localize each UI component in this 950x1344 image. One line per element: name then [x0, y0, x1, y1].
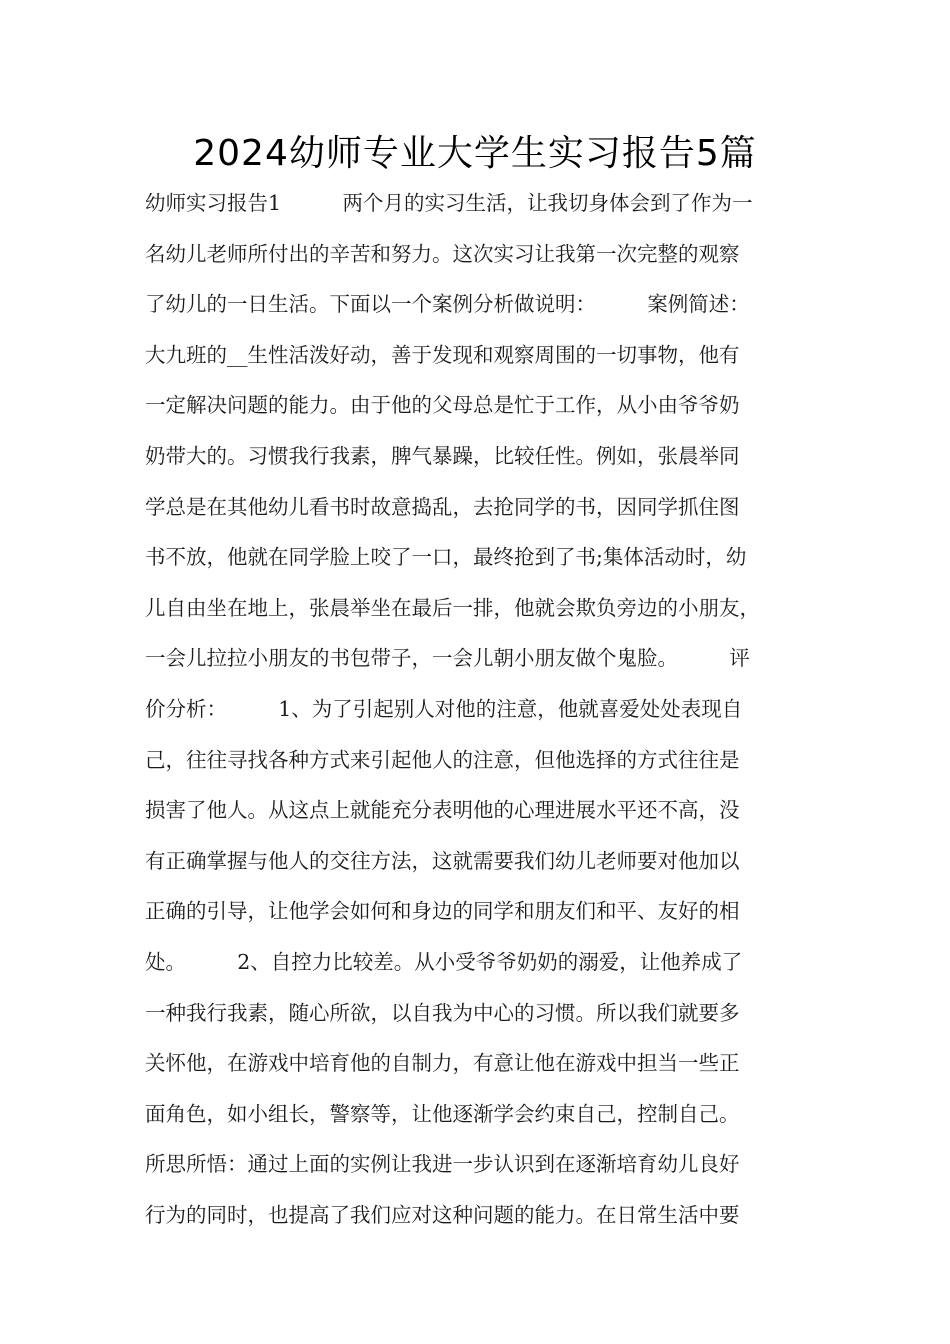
- body-line: 行为的同时，也提高了我们应对这种问题的能力。在日常生活中要: [145, 1202, 740, 1227]
- body-line: 价分析： 1、为了引起别人对他的注意，他就喜爱处处表现自: [145, 696, 743, 721]
- body-line: 书不放，他就在同学脸上咬了一口，最终抢到了书;集体活动时，幼: [145, 545, 747, 570]
- body-line: 学总是在其他幼儿看书时故意捣乱，去抢同学的书，因同学抓住图: [145, 494, 740, 519]
- body-line: 有正确掌握与他人的交往方法，这就需要我们幼儿老师要对他加以: [145, 848, 740, 873]
- body-line: 一定解决问题的能力。由于他的父母总是忙于工作，从小由爷爷奶: [145, 393, 740, 418]
- body-line: 关怀他，在游戏中培育他的自制力，有意让他在游戏中担当一些正: [145, 1051, 740, 1076]
- body-line: 幼师实习报告1 两个月的实习生活，让我切身体会到了作为一: [145, 191, 753, 215]
- body-line: 儿自由坐在地上，张晨举坐在最后一排，他就会欺负旁边的小朋友，: [145, 595, 760, 620]
- body-line: 所思所悟：通过上面的实例让我进一步认识到在逐渐培育幼儿良好: [145, 1152, 740, 1177]
- body-line: 一种我行我素，随心所欲，以自我为中心的习惯。所以我们就要多: [145, 1000, 740, 1025]
- document-body: [145, 178, 815, 1240]
- body-line: 奶带大的。习惯我行我素，脾气暴躁，比较任性。例如，张晨举同: [145, 443, 740, 468]
- body-line: 处。 2、自控力比较差。从小受爷爷奶奶的溺爱，让他养成了: [145, 949, 743, 974]
- document-title: 2024幼师专业大学生实习报告5篇: [193, 133, 757, 174]
- body-line: 了幼儿的一日生活。下面以一个案例分析做说明： 案例简述：: [145, 292, 750, 317]
- body-line: 名幼儿老师所付出的辛苦和努力。这次实习让我第一次完整的观察: [145, 241, 740, 266]
- body-line: 一会儿拉拉小朋友的书包带子，一会儿朝小朋友做个鬼脸。 评: [145, 646, 750, 671]
- body-line: 正确的引导，让他学会如何和身边的同学和朋友们和平、友好的相: [145, 899, 740, 924]
- body-line: 面角色，如小组长，警察等，让他逐渐学会约束自己，控制自己。: [145, 1101, 740, 1126]
- body-line: 己，往往寻找各种方式来引起他人的注意，但他选择的方式往往是: [145, 747, 740, 772]
- body-line: 损害了他人。从这点上就能充分表明他的心理进展水平还不高，没: [145, 798, 740, 823]
- body-line: 大九班的__生性活泼好动，善于发现和观察周围的一切事物，他有: [145, 342, 740, 367]
